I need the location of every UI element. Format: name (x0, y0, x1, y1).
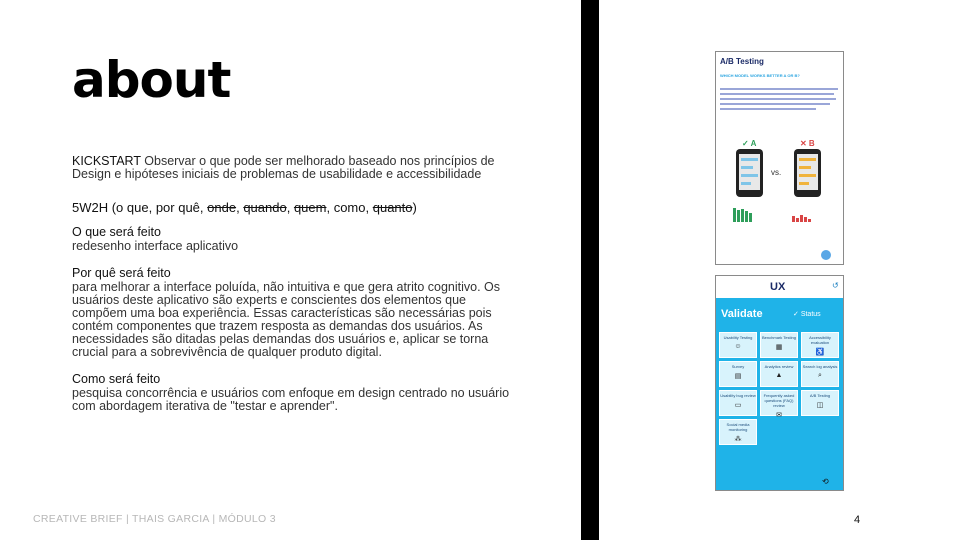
5w2h-heading: 5W2H (o que, por quê, onde, quando, quem, como, quanto) (72, 200, 417, 215)
ux-heading: Validate (721, 308, 763, 320)
divider-bar (581, 0, 599, 540)
ab-label-a: ✓ A (742, 139, 757, 148)
ux-cell (719, 419, 757, 445)
cell-label: Accessibility evaluation (809, 335, 831, 345)
section-how (72, 373, 512, 413)
ux-cell (760, 390, 798, 419)
ab-label-b: ✕ B (800, 139, 815, 148)
back-icon: ↺ (832, 281, 839, 290)
cell-label: Search log analysis (802, 364, 838, 369)
ab-testing-thumbnail (715, 51, 844, 265)
ux-badge-label: Status (800, 311, 821, 318)
ab-logo-icon (821, 250, 831, 260)
social-media-icon: ⁂ (734, 436, 742, 443)
cell-label: Usability Testing (723, 335, 753, 340)
ux-validate-thumbnail (715, 275, 844, 491)
ab-subtitle: WHICH MODEL WORKS BETTER A OR B? (720, 73, 800, 78)
ux-cell (760, 332, 798, 358)
section-body: pesquisa concorrência e usuários com enfoque em design centrado no usuário com abordagem iterativa de "testar e aprender". (72, 386, 510, 413)
section-what (72, 226, 512, 253)
search-icon: ⌕ (818, 372, 822, 379)
ux-cell (801, 361, 839, 387)
cell-label: Survey (731, 364, 745, 369)
cell-label: Usability bug review (720, 393, 756, 398)
section-heading: Por quê será feito (72, 266, 171, 280)
5w2h-quando: quando (243, 200, 287, 215)
ux-cell (719, 390, 757, 416)
cell-label: Analytics review (764, 364, 794, 369)
kickstart-lead: KICKSTART (72, 154, 141, 168)
section-heading: Como será feito (72, 372, 161, 386)
kickstart-text: Observar o que pode ser melhorado baseado nos princípios de Design e hipóteses iniciais de problemas de usabilidade e accessibilidade (72, 154, 495, 181)
section-body: para melhorar a interface poluída, não intuitiva e que gera atrito cognitivo. Os usuários deste aplicativo são experts e conscientes dos elementos que compõem uma boa experiência. Essas características são necessárias pois contém componentes que trazem resposta as demandas dos usuários. As necessidades são ditadas pelas demandas dos usuários e, aplicar se torna crucial para a sobrevivência de qualquer produto digital. (72, 280, 501, 359)
kickstart-paragraph (72, 155, 512, 181)
accessibility-icon: ♿ (815, 349, 825, 356)
section-why (72, 267, 512, 359)
ux-cell (719, 332, 757, 358)
5w2h-quanto: quanto (372, 200, 413, 215)
ux-cell (760, 361, 798, 387)
5w2h-como: como, (333, 200, 370, 215)
survey-icon: ▤ (734, 373, 742, 380)
content-column (72, 155, 512, 427)
cell-label: A/B Testing (809, 393, 831, 398)
phone-a-icon (736, 149, 763, 197)
section-body: redesenho interface aplicativo (72, 239, 239, 253)
bug-review-icon: ▭ (734, 402, 742, 409)
ux-grid (719, 332, 840, 445)
ux-logo: UX (770, 281, 786, 293)
page-number: 4 (854, 514, 861, 526)
refresh-icon: ⟲ (822, 477, 829, 486)
ab-bars-a-icon (733, 208, 752, 222)
5w2h-close: ) (412, 200, 417, 215)
ab-vs: vs. (771, 168, 782, 177)
ux-status-badge: ✓ Status (793, 311, 821, 318)
page-title: about (72, 51, 231, 109)
cell-label: Social media monitoring (726, 422, 750, 432)
ux-cell (719, 361, 757, 387)
cell-label: Frequently asked questions (FAQ) review (763, 393, 795, 408)
usability-icon: ☺ (734, 343, 742, 350)
section-heading: O que será feito (72, 225, 161, 239)
benchmark-icon: ▦ (775, 344, 783, 351)
ab-bars-b-icon (792, 208, 811, 222)
ab-testing-icon: ◫ (816, 402, 824, 409)
analytics-icon: ▲ (775, 372, 783, 379)
ux-cell (801, 390, 839, 416)
ux-cell (801, 332, 839, 358)
5w2h-quem: quem (293, 200, 327, 215)
ab-text-lines (720, 88, 838, 113)
5w2h-label: 5W2H (o que, por quê, (72, 200, 204, 215)
ab-title: A/B Testing (720, 57, 764, 66)
phone-b-icon (794, 149, 821, 197)
faq-icon: ✉ (776, 412, 782, 419)
footer: CREATIVE BRIEF | THAIS GARCIA | MÓDULO 3 (33, 513, 276, 525)
cell-label: Benchmark Testing (762, 335, 796, 340)
5w2h-onde: onde (207, 200, 237, 215)
